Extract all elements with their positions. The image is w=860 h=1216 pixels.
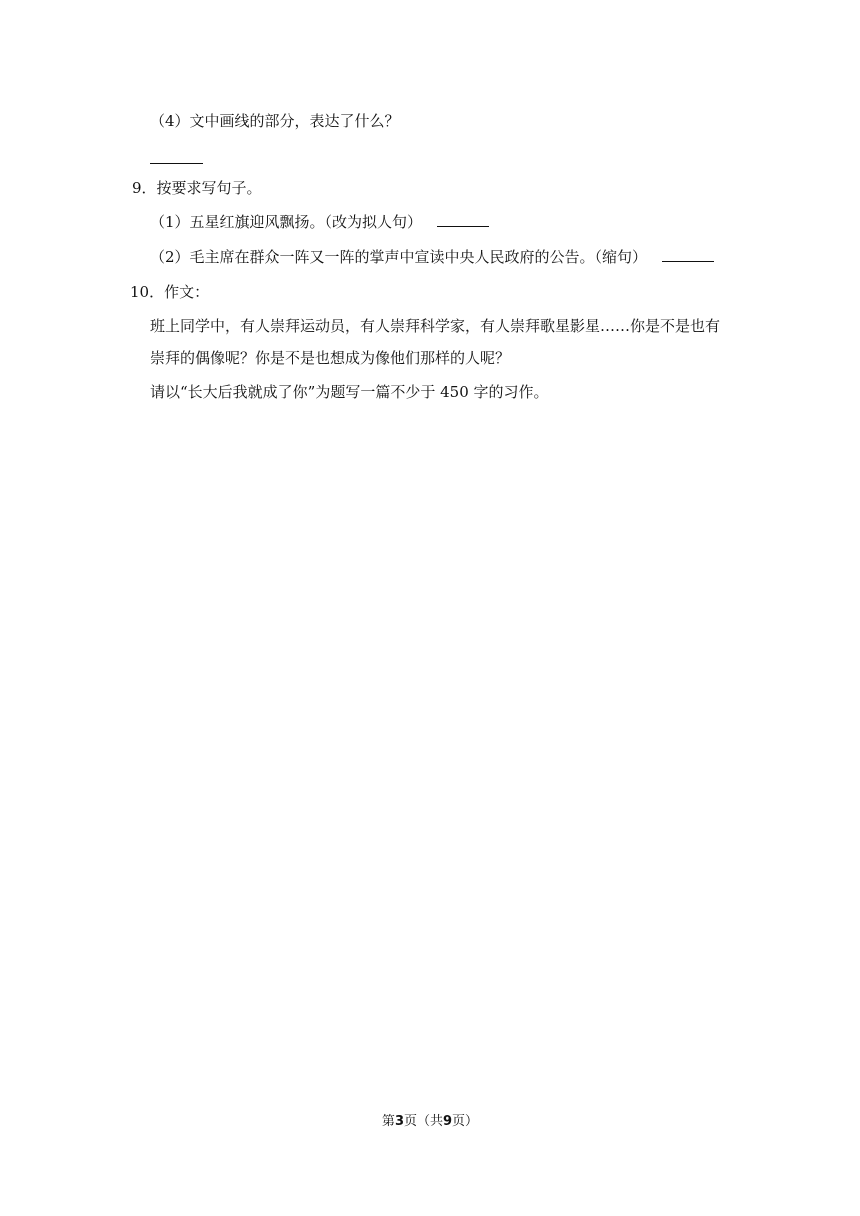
q8-sub4-answer-blank[interactable]: [150, 149, 203, 169]
q9-sub2-answer-blank[interactable]: [662, 247, 714, 262]
page-number: 3: [394, 1114, 404, 1129]
q10-title: 10．作文：: [130, 283, 210, 301]
q9-sub2-text: （2）毛主席在群众一阵又一阵的掌声中宣读中央人民政府的公告。（缩句）: [150, 248, 648, 266]
total-pages: 9: [443, 1114, 453, 1129]
q9-sub1: [150, 212, 489, 232]
q10-prompt-line2: 崇拜的偶像呢？你是不是也想成为像他们那样的人呢？: [150, 349, 511, 367]
q10-instruction: 请以“长大后我就成了你”为题写一篇不少于 450 字的习作。: [150, 383, 549, 401]
footer-prefix: 第: [381, 1114, 395, 1129]
q9-title: 9．按要求写句子。: [132, 179, 262, 197]
q9-sub1-text: （1）五星红旗迎风飘扬。（改为拟人句）: [150, 213, 423, 231]
q9-sub2: [150, 247, 714, 267]
footer-middle: 页（共: [403, 1114, 443, 1129]
page-footer: [0, 1110, 860, 1129]
q9-sub1-answer-blank[interactable]: [437, 212, 489, 227]
q10-prompt-line1: 班上同学中，有人崇拜运动员，有人崇拜科学家，有人崇拜歌星影星……你是不是也有: [150, 317, 721, 335]
q8-sub4-question: （4）文中画线的部分，表达了什么？: [150, 112, 400, 130]
footer-suffix: 页）: [452, 1114, 479, 1129]
